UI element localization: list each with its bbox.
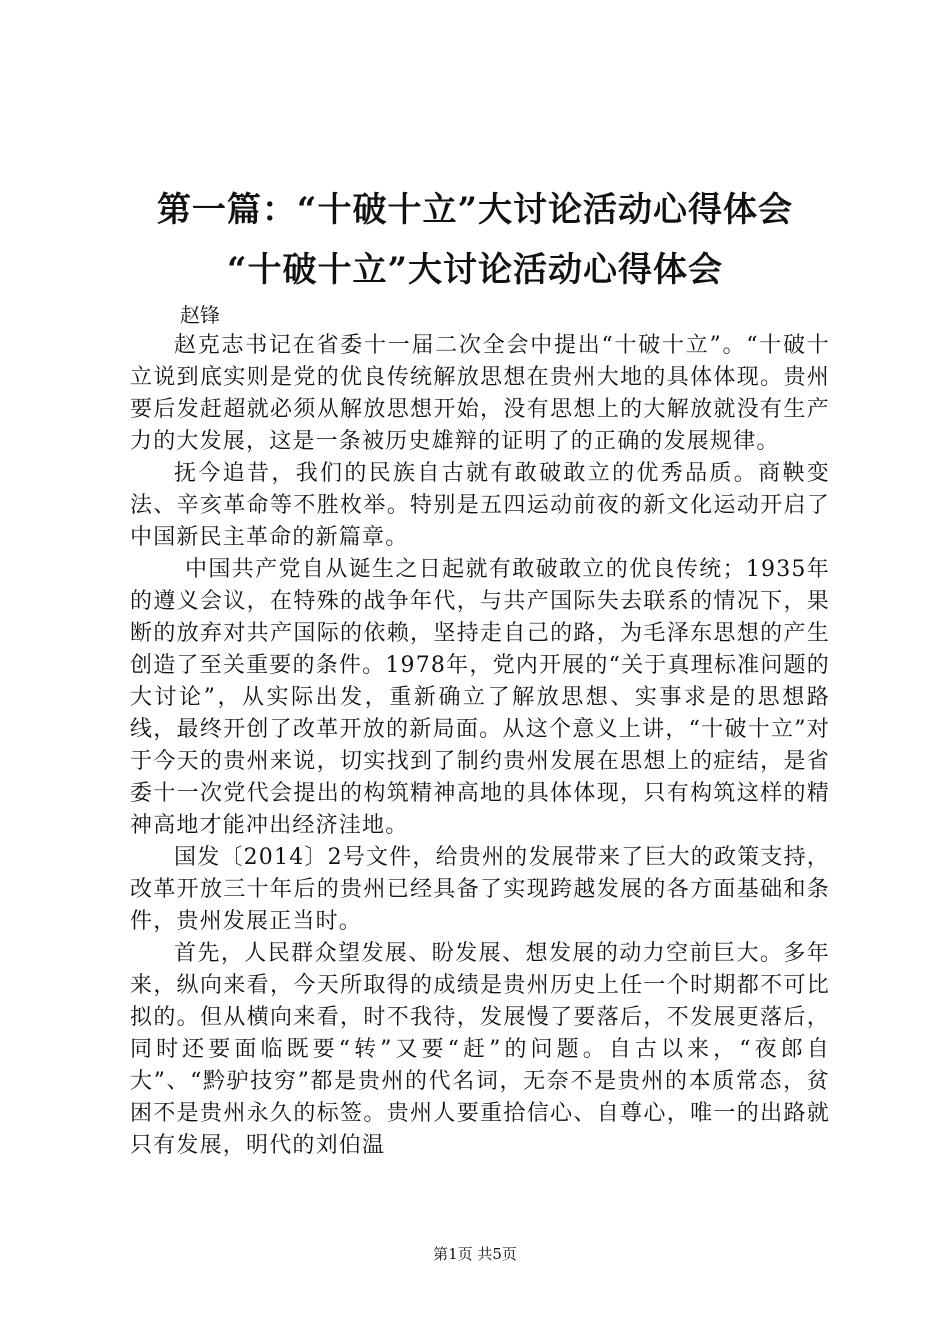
paragraph: 国发〔2014〕2号文件，给贵州的发展带来了巨大的政策支持，改革开放三十年后的贵州已经具备了实现跨越发展的各方面基础和条件，贵州发展正当时。: [130, 845, 830, 934]
document-title: 第一篇：“十破十立”大讨论活动心得体会: [156, 190, 794, 230]
paragraph: 首先，人民群众望发展、盼发展、想发展的动力空前巨大。多年来，纵向来看，今天所取得的成绩是贵州历史上任一个时期都不可比拟的。但从横向来看，时不我待，发展慢了要落后，不发展更落后，同时还要面临既要“转”又要“赶”的问题。自古以来，“夜郎自大”、“黔驴技穷”都是贵州的代名词，无奈不是贵州的本质常态，贫困不是贵州永久的标签。贵州人要重拾信心、自尊心，唯一的出路就只有发展，明代的刘伯温: [130, 941, 830, 1158]
page-footer: 第1页 共5页: [433, 1245, 517, 1263]
document-subtitle: “十破十立”大讨论活动心得体会: [226, 250, 724, 290]
paragraph: 抚今追昔，我们的民族自古就有敢破敢立的优秀品质。商鞅变法、辛亥革命等不胜枚举。特别是五四运动前夜的新文化运动开启了中国新民主革命的新篇章。: [130, 461, 830, 550]
article-body: [130, 330, 830, 1162]
paragraph: 中国共产党自从诞生之日起就有敢破敢立的优良传统；1935年的遵义会议，在特殊的战争年代，与共产国际失去联系的情况下，果断的放弃对共产国际的依赖，坚持走自己的路，为毛泽东思想的产生创造了至关重要的条件。1978年，党内开展的“关于真理标准问题的大讨论”，从实际出发，重新确立了解放思想、实事求是的思想路线，最终开创了改革开放的新局面。从这个意义上讲，“十破十立”对于今天的贵州来说，切实找到了制约贵州发展在思想上的症结，是省委十一次党代会提出的构筑精神高地的具体体现，只有构筑这样的精神高地才能冲出经济洼地。: [130, 557, 830, 838]
author-name: 赵锋: [180, 303, 220, 327]
paragraph: 赵克志书记在省委十一届二次全会中提出“十破十立”。“十破十立说到底实则是党的优良传统解放思想在贵州大地的具体体现。贵州要后发赶超就必须从解放思想开始，没有思想上的大解放就没有生产力的大发展，这是一条被历史雄辩的证明了的正确的发展规律。: [130, 333, 830, 454]
